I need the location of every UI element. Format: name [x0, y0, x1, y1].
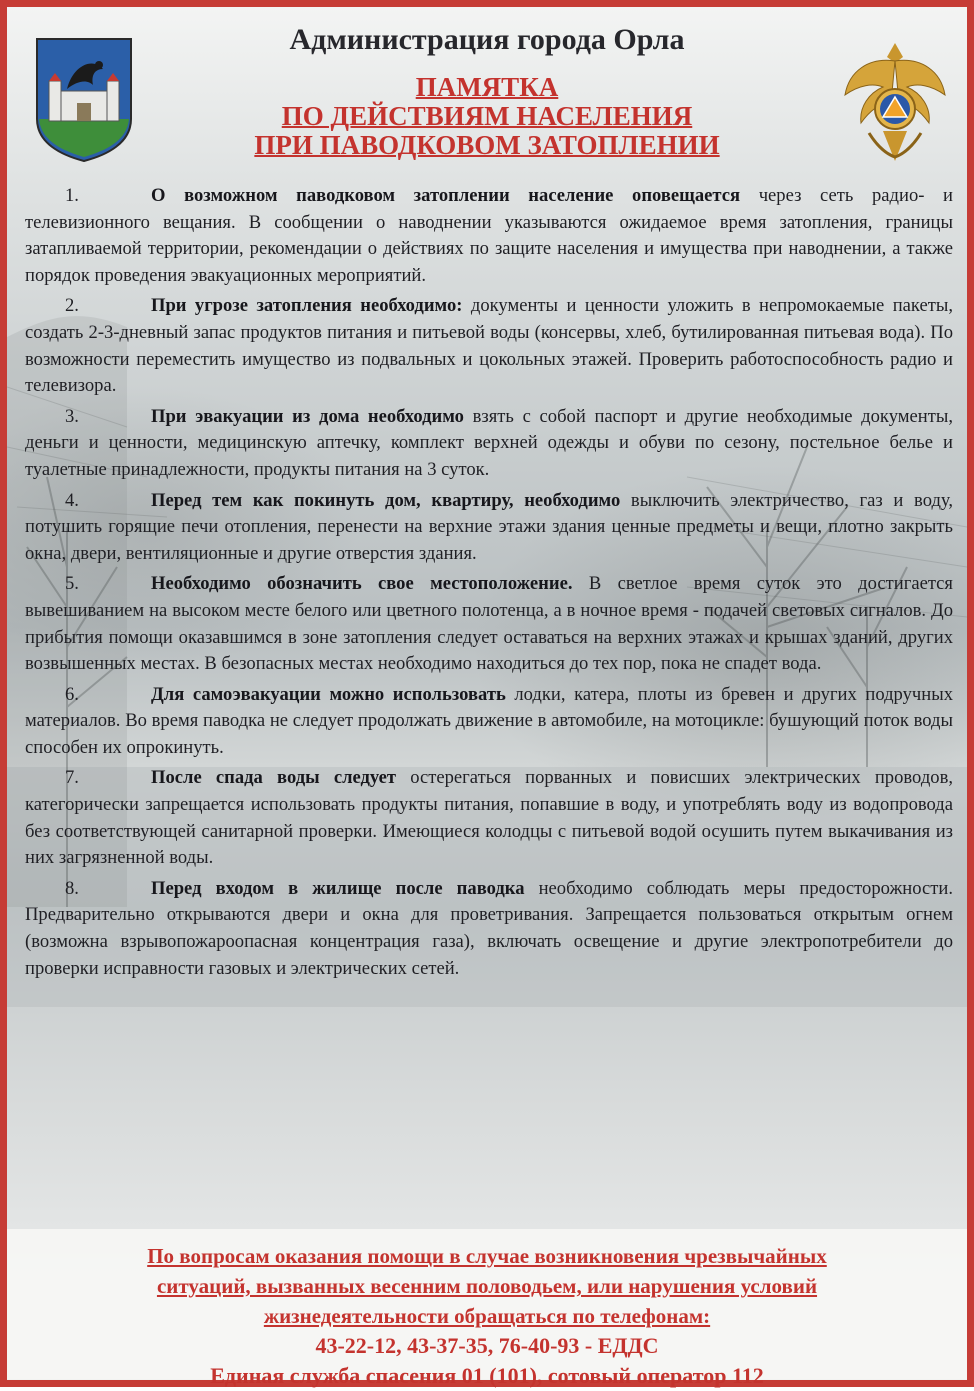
item-text: через сеть радио- и телевизионного вещания. В сообщении о наводнении указываются ожидаемое время затопления, границы затапливаемой территории, рекомендации о действиях по защите населения и имущества при наводнении, а также порядок проведения эвакуационных мероприятий. [25, 185, 953, 286]
phone-numbers: 43-22-12, 43-37-35, 76-40-93 - ЕДДС [315, 1333, 659, 1358]
item-text: В светлое время суток это достигается вывешиванием на высоком месте белого или цветного полотенца, а в ночное время - подачей световых сигналов. До прибытия помощи оказавшимся в зоне затопления следует оставаться на верхних этажах и крышах зданий, других возвышенных местах. В безопасных местах необходимо находиться до тех пор, пока не спадет вода. [25, 573, 953, 675]
list-item [25, 488, 953, 568]
item-number: 2. [65, 295, 79, 317]
item-number: 3. [65, 405, 79, 427]
item-text: лодки, катера, плоты из бревен и других подручных материалов. Во время паводка не следует продолжать движение в автомобиле, на мотоцикле: бушующий поток воды способен их опрокинуть. [25, 683, 953, 758]
help-notice-line: По вопросам оказания помощи в случае возникновения чрезвычайных [147, 1244, 827, 1268]
list-item [25, 293, 953, 399]
list-item [25, 682, 953, 762]
memo-title-line: ПРИ ПАВОДКОВОМ ЗАТОПЛЕНИИ [254, 130, 720, 160]
item-number: 6. [65, 683, 79, 705]
memo-title [7, 73, 967, 160]
list-item [25, 404, 953, 484]
item-number: 4. [65, 489, 79, 511]
list-item [25, 183, 953, 289]
item-text: выключить электричество, газ и воду, потушить горящие печи отопления, перенести на верхние этажи здания ценные предметы и вещи, плотно закрыть окна, двери, вентиляционные и другие отверстия здания. [25, 489, 953, 564]
item-text: остерегаться порванных и повисших электрических проводов, категорически запрещается использовать продукты питания, попавшие в воду, и употреблять воду из водопровода без соответствующей санитарной проверки. Имеющиеся колодцы с питьевой водой осушить путем выкачивания из них загрязненной воды. [25, 767, 954, 869]
item-number: 8. [65, 877, 79, 899]
help-notice-line: ситуаций, вызванных весенним половодьем, или нарушения условий [156, 1274, 818, 1298]
help-notice [7, 1241, 967, 1331]
item-number: 7. [65, 767, 79, 789]
memo-title-line: ПО ДЕЙСТВИЯМ НАСЕЛЕНИЯ [281, 101, 693, 131]
list-item [25, 765, 953, 871]
item-heading: После спада воды следует [151, 767, 397, 789]
list-item [25, 571, 953, 677]
rescue-service-numbers: Единая служба спасения 01 (101), сотовый оператор 112 [210, 1363, 764, 1388]
item-heading: Перед тем как покинуть дом, квартиру, необходимо [151, 489, 621, 511]
item-text: взять с собой паспорт и другие необходимые документы, деньги и ценности, медицинскую аптечку, комплект верхней одежды и обуви по сезону, постельное белье и туалетные принадлежности, продукты питания на 3 суток. [25, 405, 953, 480]
memo-title-line: ПАМЯТКА [415, 72, 559, 102]
emergency-ministry-emblem-icon [839, 37, 951, 167]
item-heading: О возможном паводковом затоплении население оповещается [151, 185, 741, 206]
item-heading: При эвакуации из дома необходимо [151, 405, 464, 427]
item-heading: Для самоэвакуации можно использовать [151, 683, 506, 705]
instructions-list [25, 183, 953, 986]
header [7, 7, 967, 177]
contact-section [7, 1229, 967, 1388]
item-text: необходимо соблюдать меры предосторожности. Предварительно открываются двери и окна для проветривания. Запрещается пользоваться открытым огнем (возможна взрывопожароопасная концентрация газа), включать освещение и другие электропотребители до проверки исправности газовых и электрических сетей. [25, 877, 953, 979]
help-notice-line: жизнедеятельности обращаться по телефонам: [263, 1304, 711, 1328]
administration-title: Администрация города Орла [289, 23, 685, 56]
item-heading: Перед входом в жилище после паводка [151, 877, 525, 899]
item-heading: Необходимо обозначить свое местоположение. [151, 573, 573, 595]
item-text: документы и ценности уложить в непромокаемые пакеты, создать 2-3-дневный запас продуктов питания и питьевой воды (консервы, хлеб, бутилированная питьевая вода). По возможности переместить имущество из подвальных и цокольных этажей. Проверить работоспособность радио и телевизора. [25, 295, 953, 397]
list-item [25, 876, 953, 982]
item-heading: При угрозе затопления необходимо: [151, 295, 463, 317]
item-number: 5. [65, 573, 79, 595]
item-number: 1. [65, 185, 79, 206]
